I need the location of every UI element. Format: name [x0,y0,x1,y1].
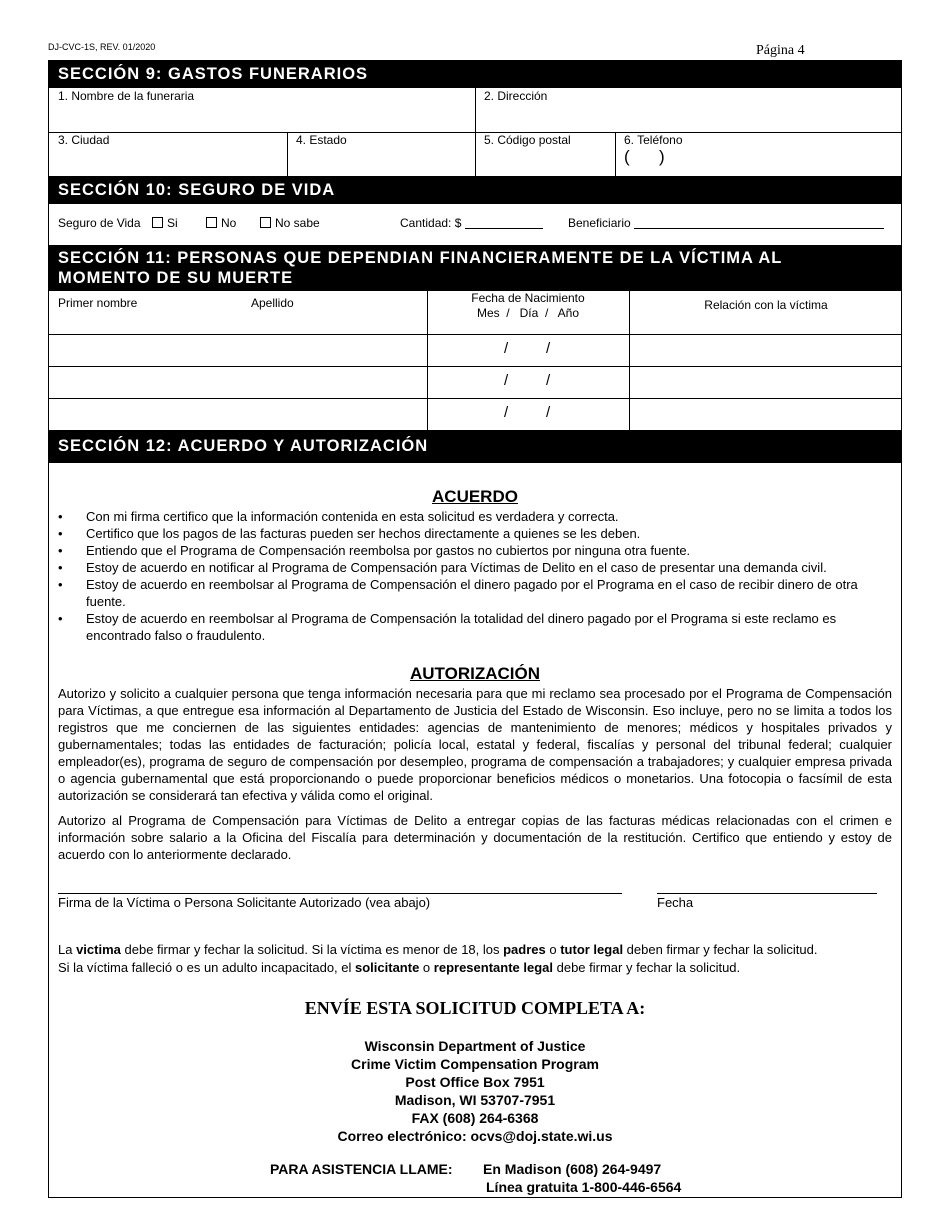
relationship-input-1[interactable] [629,335,903,366]
agreement-item: • Con mi firma certifico que la información contenida en esta solicitud es verdadera y correcta. [58,508,887,525]
address-line: Madison, WI 53707-7951 [394,1092,556,1108]
area-code-close-paren: ) [659,147,665,166]
form-id: DJ-CVC-1S, REV. 01/2020 [48,42,156,52]
section-9-header: SECCIÓN 9: GASTOS FUNERARIOS [49,61,901,88]
beneficiary-label: Beneficiario [568,216,631,230]
dependent-name-input-3[interactable] [49,399,427,430]
divider [427,291,428,431]
col-relationship: Relación con la víctima [704,298,828,312]
mailing-address [49,1037,901,1145]
agreement-item: • Estoy de acuerdo en reembolsar al Programa de Compensación la totalidad del dinero pagado por el Programa si este reclamo es encontrado falso o fraudulento. [58,610,887,644]
col-date-of-birth [427,291,629,321]
area-code-open-paren: ( [624,147,630,166]
option-no-sabe-label: No sabe [275,216,320,230]
zip-code-field[interactable] [475,133,615,176]
address-line: FAX (608) 264-6368 [411,1110,539,1126]
signing-instructions-line-2: Si la víctima falleció o es un adulto incapacitado, el solicitante o representante legal debe firmar y fechar la solicitud. [58,960,741,975]
option-si-label: Si [167,216,178,230]
col-last-name: Apellido [251,296,294,310]
email-line: Correo electrónico: ocvs@doj.state.wi.us [337,1128,613,1144]
dob-label: Fecha de Nacimiento [471,291,585,305]
checkbox-no[interactable] [206,217,217,228]
authorization-paragraph-2: Autorizo al Programa de Compensación para Víctimas de Delito a entregar copias de las facturas médicas relacionadas con el crimen e información sobre salario a la Oficina del Fiscalía para determinación y documentación de la restitución. Certifico que entiendo y estoy de acuerdo con lo anteriormente declarado. [58,813,892,862]
assistance-label: PARA ASISTENCIA LLAME: [270,1161,453,1177]
option-no-label: No [221,216,237,230]
address-line: Wisconsin Department of Justice [364,1038,586,1054]
form-frame [48,60,902,1198]
page-header [48,42,902,60]
assistance-toll-free-phone: Línea gratuita 1-800-446-6564 [486,1179,682,1195]
authorization-heading: AUTORIZACIÓN [409,664,540,683]
dob-slash: / [546,372,551,389]
dob-slash: / [504,404,509,421]
agreement-heading: ACUERDO [432,487,518,506]
section-10-header: SECCIÓN 10: SEGURO DE VIDA [49,176,901,204]
dob-format: Mes / Día / Año [476,306,580,320]
checkbox-si[interactable] [152,217,163,228]
page-number: Página 4 [756,43,805,58]
send-to-heading: ENVÍE ESTA SOLICITUD COMPLETA A: [304,998,646,1018]
zip-code-label: 5. Código postal [484,133,571,147]
col-first-name: Primer nombre [58,296,138,310]
agreement-item: • Estoy de acuerdo en reembolsar al Programa de Compensación el dinero pagado por el Programa en el caso de recibir dinero de otra fuente. [58,576,887,610]
relationship-input-3[interactable] [629,399,903,430]
address-label: 2. Dirección [484,89,548,103]
signature-line[interactable] [58,893,622,894]
state-field[interactable] [287,133,475,176]
agreement-item: • Entiendo que el Programa de Compensación reembolsa por gastos no cubiertos por ninguna otra fuente. [58,542,887,559]
assistance-madison-phone: En Madison (608) 264-9497 [483,1161,662,1177]
signing-instructions-line-1: La victima debe firmar y fechar la solicitud. Si la víctima es menor de 18, los padres o tutor legal deben firmar y fechar la solicitud. [58,942,818,957]
address-field[interactable] [475,89,903,133]
city-field[interactable] [49,133,287,176]
option-si[interactable] [152,216,178,230]
option-no-sabe[interactable] [260,216,320,230]
city-label: 3. Ciudad [58,133,110,147]
dob-slash: / [504,340,509,357]
authorization-paragraph-1: Autorizo y solicito a cualquier persona que tenga información necesaria para que mi reclamo sea procesado por el Programa de Compensación para Víctimas, a que entregue esa información al Departamento de Justicia del Estado de Wisconsin. Eso incluye, pero no se limita a todos los registros que me conciernen de las siguientes entidades: agencias de mantenimiento de menores; médicos y hospitales privados y gubernamentales; todas las entidades de facturación; policía local, estatal y federal, fiscalías y personal del tribunal federal; cualquier empleador(es), programa de seguro de compensación por desempleo, programa de compensación a trabajadores; y cualquier empresa privada o agencia gubernamental que está proporcionando o puede proporcionar beneficios médicos o monetarios. Una fotocopia o facsímil de esta autorización se considerará tan efectiva y válida como el original. [58,686,892,803]
address-line: Post Office Box 7951 [405,1074,545,1090]
dependent-name-input-1[interactable] [49,335,427,366]
agreement-list [58,508,887,644]
signing-instructions [58,941,892,977]
agreement-item: • Estoy de acuerdo en notificar al Programa de Compensación para Víctimas de Delito en el caso de presentar una demanda civil. [58,559,887,576]
section-12-header: SECCIÓN 12: ACUERDO Y AUTORIZACIÓN [49,430,901,463]
signature-label: Firma de la Víctima o Persona Solicitante Autorizado (vea abajo) [58,895,431,910]
life-insurance-label: Seguro de Vida [58,216,141,230]
date-line[interactable] [657,893,877,894]
section-11-header [49,245,901,291]
phone-label: 6. Teléfono [624,133,683,147]
funeral-home-name-field[interactable] [49,89,475,133]
beneficiary-field[interactable] [568,216,884,230]
dob-slash: / [546,404,551,421]
address-line: Crime Victim Compensation Program [351,1056,599,1072]
amount-label: Cantidad: $ [400,216,462,230]
section-11-title-line-2: MOMENTO DE SU MUERTE [58,269,294,287]
checkbox-no-sabe[interactable] [260,217,271,228]
option-no[interactable] [206,216,236,230]
beneficiary-line[interactable] [634,228,884,229]
amount-line[interactable] [465,228,543,229]
section-11-title-line-1: SECCIÓN 11: PERSONAS QUE DEPENDIAN FINANCIERAMENTE DE LA VÍCTIMA AL [58,249,783,267]
agreement-item: • Certifico que los pagos de las facturas pueden ser hechos directamente a quienes se les deben. [58,525,887,542]
date-label: Fecha [657,895,694,910]
dob-slash: / [504,372,509,389]
dob-slash: / [546,340,551,357]
amount-field[interactable] [400,216,543,230]
state-label: 4. Estado [296,133,347,147]
funeral-home-name-label: 1. Nombre de la funeraria [58,89,195,103]
relationship-input-2[interactable] [629,367,903,398]
dependent-name-input-2[interactable] [49,367,427,398]
phone-field[interactable] [615,133,903,176]
